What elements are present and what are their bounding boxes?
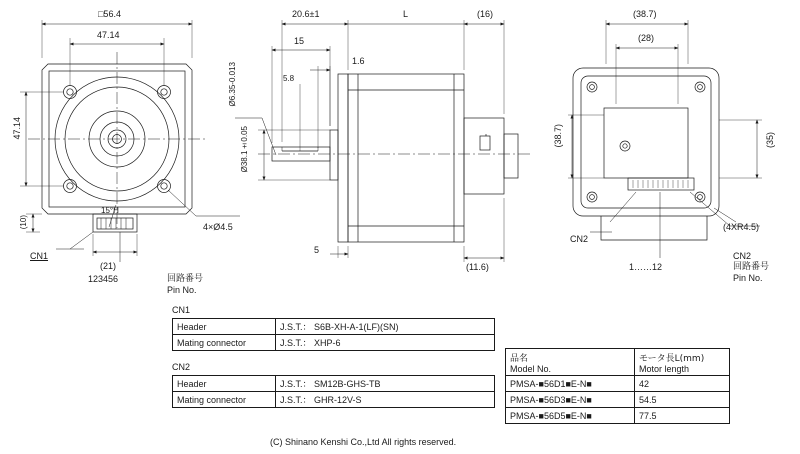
- model-length: 77.5: [635, 408, 730, 424]
- dim-pilot-height: 5: [314, 245, 320, 255]
- model-name: PMSA-■56D3■E-N■: [506, 392, 635, 408]
- table-row: [506, 408, 730, 424]
- dim-mount-pitch: 47.14: [97, 30, 120, 40]
- table-row: [173, 392, 495, 408]
- table-row: [173, 335, 495, 351]
- cn1-header-value: J.S.T.： S6B-XH-A-1(LF)(SN): [276, 319, 495, 335]
- cn2-table-title: CN2: [172, 362, 191, 372]
- cn1-mating-value: J.S.T.： XHP-6: [276, 335, 495, 351]
- table-row: [173, 376, 495, 392]
- dim-mounting-holes: 4×Ø4.5: [203, 222, 233, 232]
- dim-square-body: □56.4: [98, 9, 121, 19]
- dim-pilot-diameter: Ø38.1±0.05: [240, 126, 249, 173]
- model-col-header-jp: 品名: [510, 353, 529, 364]
- model-col-header: [506, 349, 635, 376]
- cn1-header-label: Header: [173, 319, 276, 335]
- cn2-header-label: Header: [173, 376, 276, 392]
- dim-angle: 15°H: [101, 206, 119, 215]
- dim-length-L: L: [403, 9, 409, 19]
- dim-flat-depth: 5.8: [283, 74, 295, 83]
- dim-mount-pitch-vertical: 47.14: [12, 117, 22, 140]
- cn2-table: [172, 375, 495, 408]
- dim-rear-width: (38.7): [633, 9, 657, 19]
- pin-no-label-jp-front: 回路番号: [167, 274, 204, 284]
- cn2-mating-label: Mating connector: [173, 392, 276, 408]
- pin-no-label-en-front: Pin No.: [167, 285, 197, 295]
- table-row: [506, 392, 730, 408]
- model-col-header-en: Model No.: [510, 363, 552, 374]
- table-row: [173, 319, 495, 335]
- table-row: [506, 376, 730, 392]
- cn1-table-title: CN1: [172, 305, 191, 315]
- cn2-mating-value: J.S.T.： GHR-12V-S: [276, 392, 495, 408]
- length-col-header-en: Motor length: [639, 363, 690, 374]
- pin-numbers-front: 123456: [88, 274, 119, 284]
- length-col-header-jp: モータ長L(mm): [639, 353, 705, 364]
- model-name: PMSA-■56D1■E-N■: [506, 376, 635, 392]
- dim-corner-radius: (4XR4.5): [723, 222, 760, 232]
- model-table: [505, 348, 730, 424]
- dim-shaft-flat-pos: 20.6±1: [292, 9, 320, 19]
- pin-numbers-rear: 1……12: [629, 262, 663, 272]
- model-name: PMSA-■56D5■E-N■: [506, 408, 635, 424]
- dim-rear-connector-width: (28): [638, 33, 655, 43]
- table-header-row: [506, 349, 730, 376]
- dim-shaft-diameter: Ø6.35-0.013: [228, 62, 237, 107]
- callout-cn1: CN1: [30, 251, 49, 261]
- dim-flat-width: 1.6: [352, 56, 365, 66]
- length-col-header: [635, 349, 730, 376]
- pin-no-label-jp-rear: 回路番号: [733, 262, 770, 272]
- cn1-mating-label: Mating connector: [173, 335, 276, 351]
- callout-cn2-left: CN2: [570, 234, 589, 244]
- pin-no-label-en-rear: Pin No.: [733, 273, 763, 283]
- cn1-table: [172, 318, 495, 351]
- dim-shaft-length: 15: [294, 36, 305, 46]
- dim-rear-depth: (11.6): [466, 262, 489, 272]
- model-length: 42: [635, 376, 730, 392]
- cn2-header-value: J.S.T.： SM12B-GHS-TB: [276, 376, 495, 392]
- callout-cn2-right: CN2: [733, 251, 752, 261]
- dim-cn1-offset: (21): [100, 261, 117, 271]
- dim-flange-thickness: (10): [19, 215, 28, 230]
- dim-rear-block: (16): [477, 9, 494, 19]
- copyright-notice: (C) Shinano Kenshi Co.,Ltd All rights reserved.: [270, 437, 457, 447]
- dim-rear-height-2: (35): [765, 132, 775, 149]
- dim-rear-height: (38.7): [553, 124, 563, 148]
- model-length: 54.5: [635, 392, 730, 408]
